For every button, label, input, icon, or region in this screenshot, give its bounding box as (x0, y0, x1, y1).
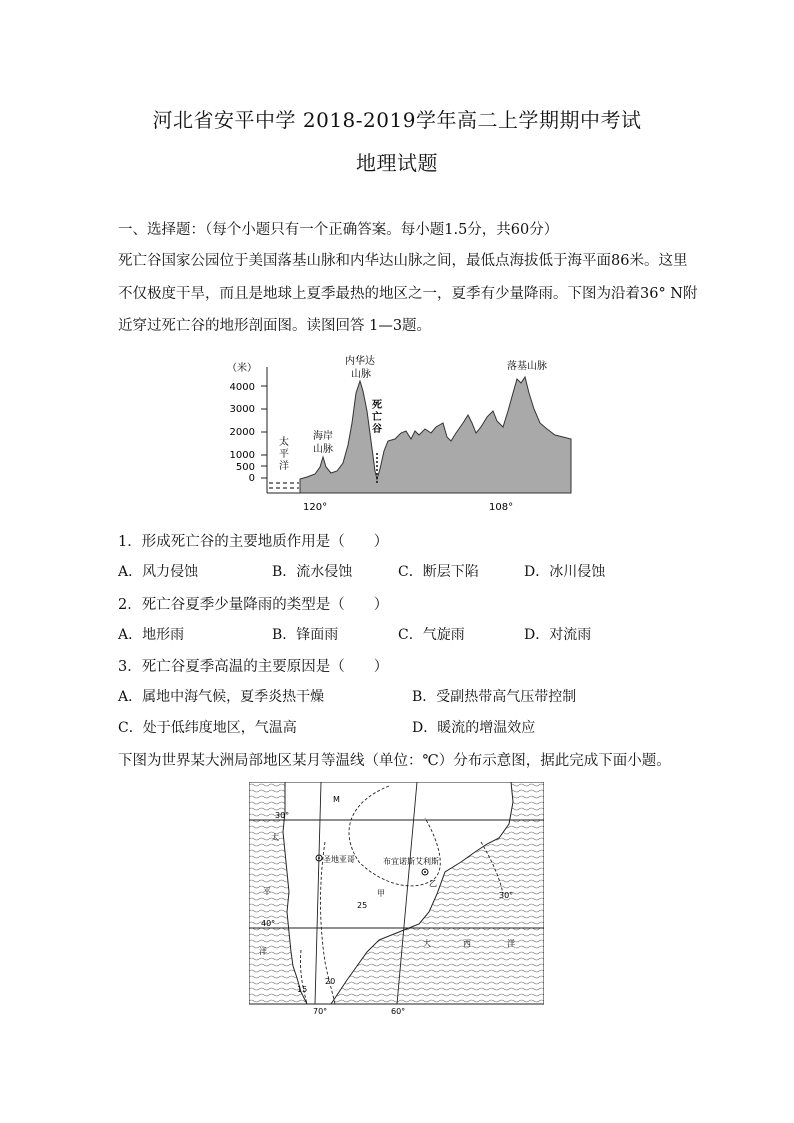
y-tick-label: 500 (235, 462, 255, 473)
nevada-label: 内华达 (345, 356, 375, 367)
q3-option-a[interactable]: A．属地中海气候，夏季炎热干燥 (118, 689, 325, 705)
pacific-map-label: 洋 (259, 947, 267, 956)
point-jia-label: 甲 (377, 889, 385, 898)
coast-range-label: 海岸 (313, 431, 333, 442)
q3-option-d[interactable]: D．暖流的增温效应 (412, 720, 536, 736)
isotherm-30-label: 30° (499, 891, 514, 900)
q1-option-b[interactable]: B．流水侵蚀 (272, 564, 353, 580)
y-tick-label: 0 (248, 473, 255, 484)
profile-unit: （米） (227, 363, 257, 374)
q1-option-c[interactable]: C．断层下陷 (398, 564, 479, 580)
rocky-mountains-label: 落基山脉 (507, 361, 547, 372)
passage1-line2: 不仅极度干旱，而且是地球上夏季最热的地区之一，夏季有少量降雨。下图为沿着36° N附 (118, 286, 698, 302)
atlantic-map-label: 洋 (507, 939, 515, 948)
lon-60-label: 60° (391, 1007, 406, 1016)
isotherm-20-label: 20 (325, 977, 336, 986)
q2-option-b[interactable]: B．锋面雨 (272, 627, 339, 643)
y-axis-ticks (230, 382, 255, 484)
lat-30-label: 30° (275, 811, 290, 820)
isotherm-25-label: 25 (357, 901, 368, 910)
section-heading: 一、选择题：（每个小题只有一个正确答案。每小题1.5分，共60分） (118, 222, 559, 238)
terrain-silhouette (300, 377, 571, 493)
isotherm-15-label: 15 (297, 985, 308, 994)
pacific-map-label: 太 (271, 833, 279, 842)
passage1-line3: 近穿过死亡谷的地形剖面图。读图回答 1—3题。 (118, 318, 432, 334)
lon-70-label: 70° (313, 1007, 328, 1016)
passage2-text: 下图为世界某大洲局部地区某月等温线（单位：℃）分布示意图，据此完成下面小题。 (118, 753, 671, 769)
death-valley-label: 死 (372, 400, 382, 411)
pacific-ocean-area (268, 478, 300, 492)
city-buenos-aires-label: 布宜诺斯艾利斯 (383, 857, 439, 866)
pacific-label: 平 (279, 449, 289, 460)
point-m-label: M (333, 795, 340, 804)
isotherm-map-figure (249, 782, 544, 1016)
question-3-stem: 3．死亡谷夏季高温的主要原因是（ ） (118, 659, 389, 675)
document-subtitle: 地理试题 (356, 151, 438, 175)
atlantic-map-label: 西 (463, 939, 471, 948)
q3-option-c[interactable]: C．处于低纬度地区，气温高 (118, 720, 297, 736)
pacific-label: 洋 (279, 461, 289, 472)
pacific-map-label: 平 (263, 887, 271, 896)
passage1-line1: 死亡谷国家公园位于美国落基山脉和内华达山脉之间，最低点海拔低于海平面86米。这里 (118, 253, 688, 269)
pacific-label: 太 (279, 437, 289, 448)
y-tick-label: 2000 (229, 427, 255, 438)
point-yi-label: 乙 (429, 879, 437, 888)
q1-option-a[interactable]: A．风力侵蚀 (118, 564, 199, 580)
question-2-stem: 2．死亡谷夏季少量降雨的类型是（ ） (118, 597, 389, 613)
document-title: 河北省安平中学 2018-2019学年高二上学期期中考试 (152, 108, 642, 132)
y-tick-label: 4000 (229, 382, 255, 393)
city-santiago-label: 圣地亚哥 (323, 855, 355, 864)
y-tick-label: 3000 (229, 404, 255, 415)
question-1-stem: 1．形成死亡谷的主要地质作用是（ ） (118, 534, 389, 550)
q2-option-d[interactable]: D．对流雨 (524, 627, 592, 643)
x-tick-label: 120° (303, 502, 328, 513)
q3-option-b[interactable]: B．受副热带高气压带控制 (412, 689, 577, 705)
death-valley-label: 亡 (372, 412, 382, 423)
coast-range-label: 山脉 (313, 444, 333, 455)
q2-option-c[interactable]: C．气旋雨 (398, 627, 465, 643)
q2-option-a[interactable]: A．地形雨 (118, 627, 185, 643)
terrain-profile-figure (225, 353, 575, 515)
q1-option-d[interactable]: D．冰川侵蚀 (524, 564, 606, 580)
y-tick-label: 1000 (229, 450, 255, 461)
x-tick-label: 108° (489, 502, 514, 513)
atlantic-map-label: 大 (423, 939, 431, 948)
lat-40-label: 40° (261, 919, 276, 928)
death-valley-label: 谷 (372, 424, 382, 435)
nevada-label: 山脉 (351, 369, 371, 380)
